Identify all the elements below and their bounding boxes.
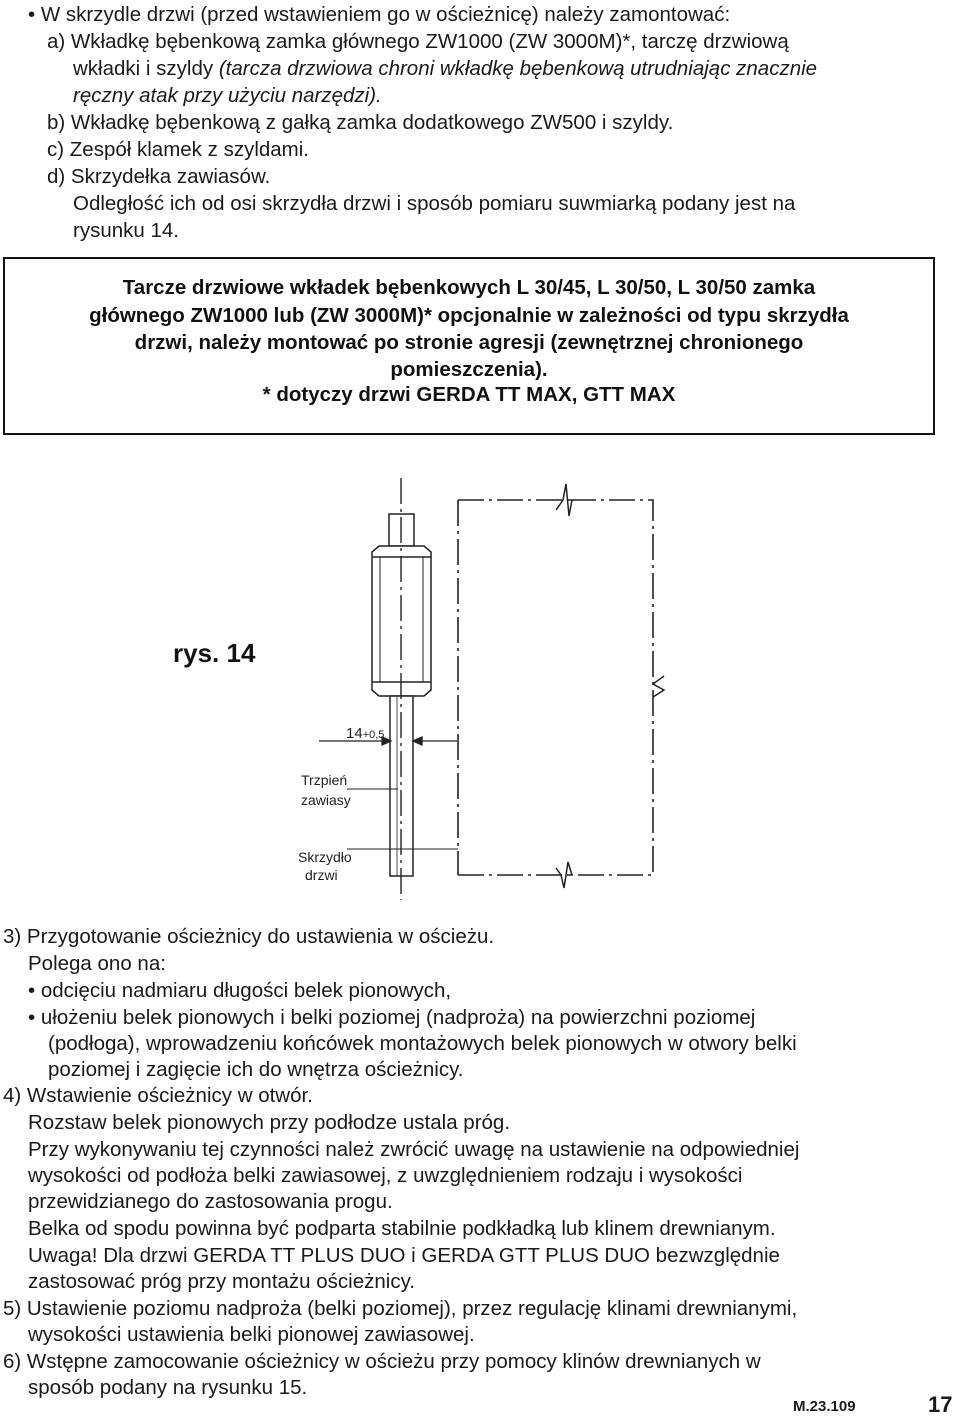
dimension-14 bbox=[319, 737, 457, 745]
figure-14 bbox=[0, 470, 960, 900]
page-number: 17 bbox=[928, 1392, 953, 1417]
dimension-label bbox=[346, 725, 384, 742]
notice-line: Tarcze drzwiowe wkładek bębenkowych L 30/45, L 30/50, L 30/50 zamka bbox=[122, 276, 816, 299]
step-line: zastosować próg przy montażu ościeżnicy. bbox=[28, 1270, 416, 1293]
step-line: • ułożeniu belek pionowych i belki poziomej (nadproża) na powierzchni poziomej bbox=[28, 1006, 756, 1029]
step-line: Polega ono na: bbox=[28, 952, 166, 975]
intro-line-italic: (tarcza drzwiowa chroni wkładkę bębenkową utrudniając znacznie bbox=[218, 57, 818, 80]
step-line: 5) Ustawienie poziomu nadproża (belki poziomej), przez regulację klinami drewnianymi, bbox=[3, 1297, 798, 1320]
notice-line: pomieszczenia). bbox=[390, 358, 548, 381]
notice-box bbox=[3, 257, 935, 435]
leaf-label-line1: Skrzydło bbox=[298, 849, 352, 865]
leaf-label-line2: drzwi bbox=[305, 867, 338, 883]
step-line: wysokości od podłoża belki zawiasowej, z uwzględnieniem rodzaju i wysokości bbox=[28, 1164, 743, 1187]
door-leaf-outline bbox=[458, 500, 653, 875]
step-line: 3) Przygotowanie ościeżnicy do ustawienia w ościeżu. bbox=[3, 925, 495, 948]
pin-label-line1: Trzpień bbox=[301, 772, 348, 788]
break-mark-right bbox=[653, 676, 664, 697]
intro-line bbox=[73, 56, 817, 82]
intro-line: ręczny atak przy użyciu narzędzi). bbox=[73, 84, 382, 107]
step-line: sposób podany na rysunku 15. bbox=[28, 1376, 308, 1399]
notice-line: * dotyczy drzwi GERDA TT MAX, GTT MAX bbox=[262, 383, 676, 406]
step-line: Rozstaw belek pionowych przy podłodze ustala próg. bbox=[28, 1111, 511, 1134]
step-line: 6) Wstępne zamocowanie ościeżnicy w ościeżu przy pomocy klinów drewnianych w bbox=[3, 1350, 761, 1373]
pin-label-line2: zawiasy bbox=[301, 792, 351, 808]
step-line: (podłoga), wprowadzeniu końcówek montażowych belek pionowych w otwory belki bbox=[48, 1032, 797, 1055]
intro-line: d) Skrzydełka zawiasów. bbox=[47, 165, 271, 188]
step-line: • odcięciu nadmiaru długości belek pionowych, bbox=[28, 979, 452, 1002]
intro-line-part: wkładki i szyldy bbox=[73, 57, 214, 80]
document-code: M.23.109 bbox=[793, 1398, 856, 1415]
step-line: Uwaga! Dla drzwi GERDA TT PLUS DUO i GERDA GTT PLUS DUO bezwzględnie bbox=[28, 1244, 780, 1267]
step-line: Belka od spodu powinna być podparta stabilnie podkładką lub klinem drewnianym. bbox=[28, 1217, 776, 1240]
intro-line: a) Wkładkę bębenkową zamka głównego ZW1000 (ZW 3000M)*, tarczę drzwiową bbox=[47, 30, 789, 53]
notice-line: drzwi, należy montować po stronie agresji (zewnętrznej chronionego bbox=[134, 331, 804, 354]
step-line: poziomej i zagięcie ich do wnętrza ościeżnicy. bbox=[48, 1058, 464, 1081]
intro-line: • W skrzydle drzwi (przed wstawieniem go w ościeżnicę) należy zamontować: bbox=[28, 3, 731, 26]
intro-line: rysunku 14. bbox=[73, 219, 179, 242]
intro-line: c) Zespół klamek z szyldami. bbox=[47, 138, 310, 161]
figure-caption: rys. 14 bbox=[173, 638, 256, 668]
intro-line: Odległość ich od osi skrzydła drzwi i sposób pomiaru suwmiarką podany jest na bbox=[73, 192, 796, 215]
notice-line: głównego ZW1000 lub (ZW 3000M)* opcjonalnie w zależności od typu skrzydła bbox=[89, 304, 849, 327]
dimension-main: 14 bbox=[346, 725, 363, 742]
step-line: Przy wykonywaniu tej czynności należ zwrócić uwagę na ustawienie na odpowiedniej bbox=[28, 1138, 800, 1161]
step-line: 4) Wstawienie ościeżnicy w otwór. bbox=[3, 1084, 313, 1107]
step-line: przewidzianego do zastosowania progu. bbox=[28, 1190, 393, 1213]
dimension-tolerance: +0,5 bbox=[362, 729, 385, 741]
intro-line: b) Wkładkę bębenkową z gałką zamka dodatkowego ZW500 i szyldy. bbox=[47, 111, 674, 134]
step-line: wysokości ustawienia belki pionowej zawiasowej. bbox=[28, 1323, 475, 1346]
